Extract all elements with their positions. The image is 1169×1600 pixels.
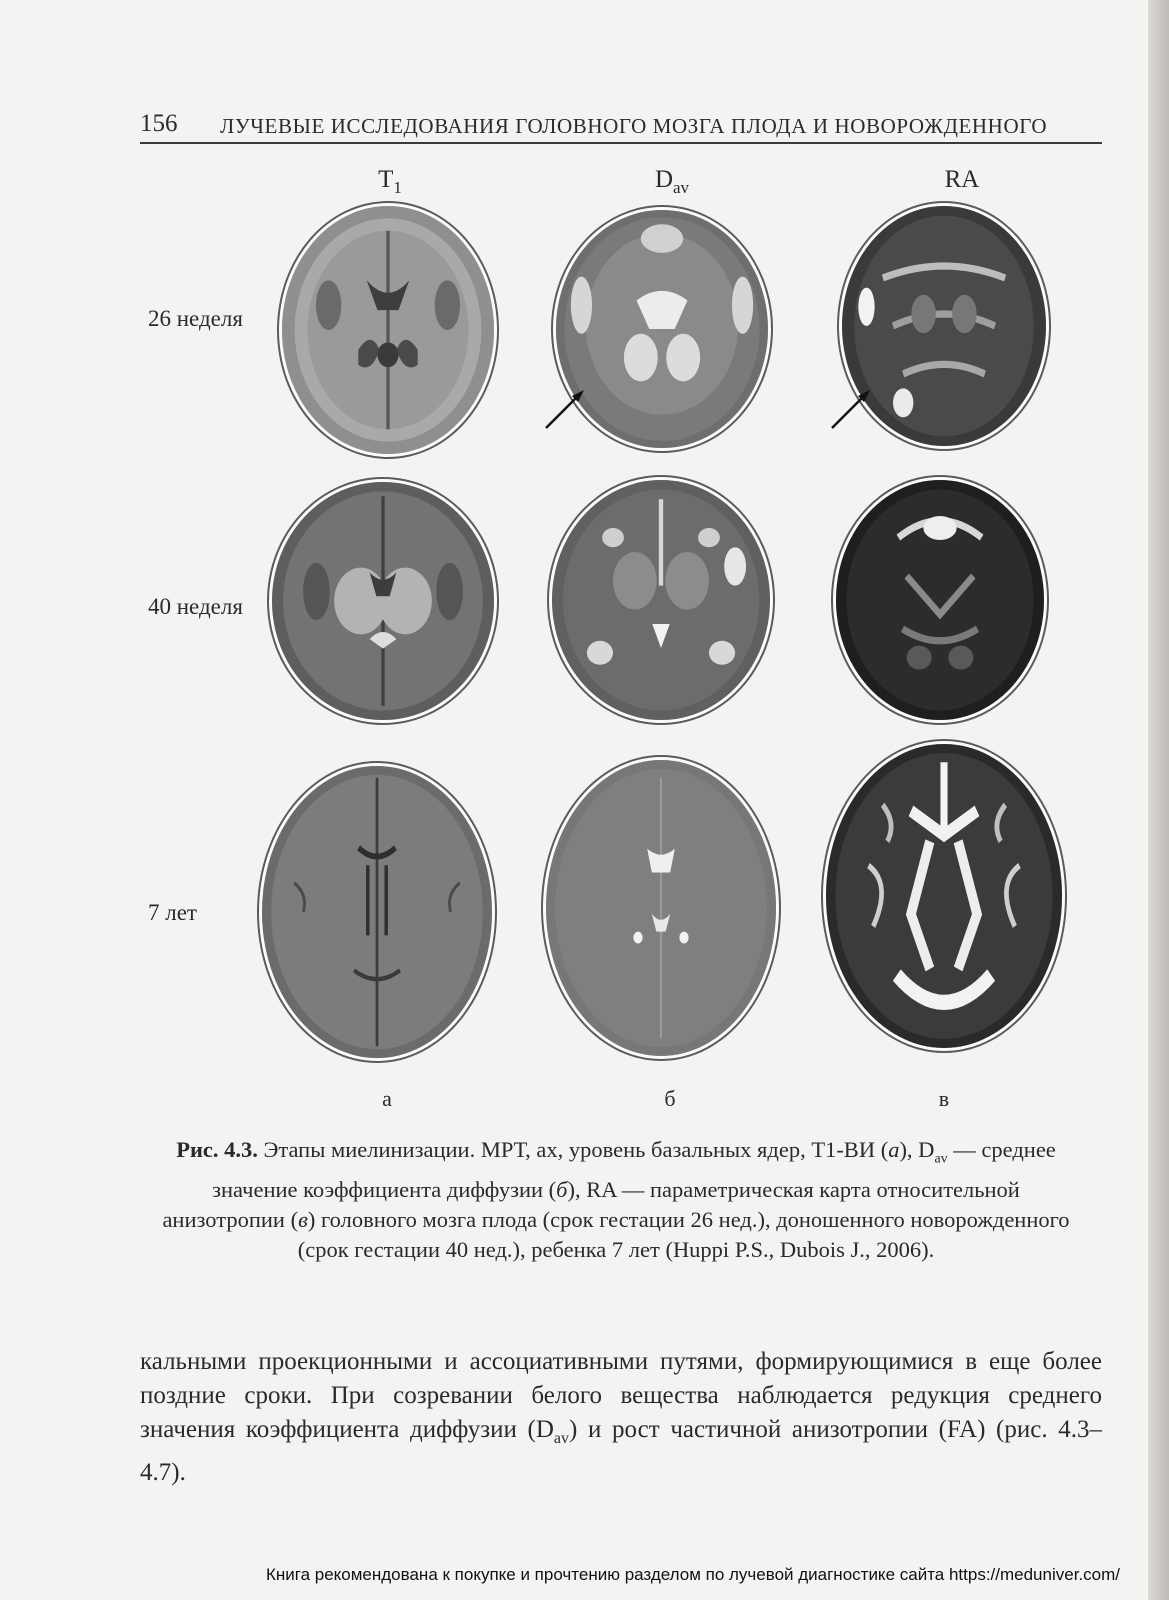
row-label-40-weeks: 40 неделя xyxy=(148,594,243,619)
panel-letter-a: а xyxy=(382,1086,392,1111)
footer-note: Книга рекомендована к покупке и прочтению разделом по лучевой диагностике сайта https://meduniver.com/ xyxy=(265,1565,1120,1584)
page-edge-shadow xyxy=(1148,0,1169,1600)
body-paragraph: кальными проекционными и ассоциативными путями, формирующимися в еще более поздние сроки. При созревании белого вещества наблюдается редукция среднего значения коэффициента диффузии $(D_{av})$ и рост частичной анизотропии (FA) (рис. 4.3–4.7). xyxy=(140,1348,1102,1486)
mri-ra-7-years xyxy=(826,744,1062,1048)
mri-t1-26-weeks xyxy=(282,206,494,454)
mri-t1-40-weeks xyxy=(272,482,494,720)
mri-t1-7-years xyxy=(262,766,492,1058)
panel-letter-b: б xyxy=(664,1086,676,1111)
mri-dav-40-weeks xyxy=(552,480,770,720)
column-label-dav: $D_{av}$ xyxy=(654,166,690,197)
figure-caption: Рис. 4.3. Этапы миелинизации. МРТ, ах, уровень базальных ядер, Т1-ВИ (а), $D_{av}$ — среднее значение коэффициента диффузии (б), RA — параметрическая карта относительной анизотропии (в) головного мозга плода (срок гестации 26 нед.), доношенного новорожденного (срок гестации 40 нед.), ребенка 7 лет (Huppi P.S., Dubois J., 2006). xyxy=(162,1137,1070,1262)
figure-number: Рис. 4.3. xyxy=(176,1137,258,1162)
row-label-26-weeks: 26 неделя xyxy=(148,306,243,331)
page-number: 156 xyxy=(140,110,178,137)
running-head xyxy=(140,108,1102,144)
arrow-pointer-dav xyxy=(542,384,592,434)
mri-ra-40-weeks xyxy=(836,480,1044,720)
arrow-pointer-ra xyxy=(828,384,878,434)
panel-letter-v: в xyxy=(938,1086,950,1111)
running-head-title: ЛУЧЕВЫЕ ИССЛЕДОВАНИЯ ГОЛОВНОГО МОЗГА ПЛОДА И НОВОРОЖДЕННОГО xyxy=(220,114,1048,138)
row-label-7-years: 7 лет xyxy=(148,900,197,925)
mri-dav-7-years xyxy=(546,760,776,1056)
column-label-t1: $T_1$ xyxy=(378,166,402,197)
column-label-ra: RA xyxy=(944,166,980,193)
